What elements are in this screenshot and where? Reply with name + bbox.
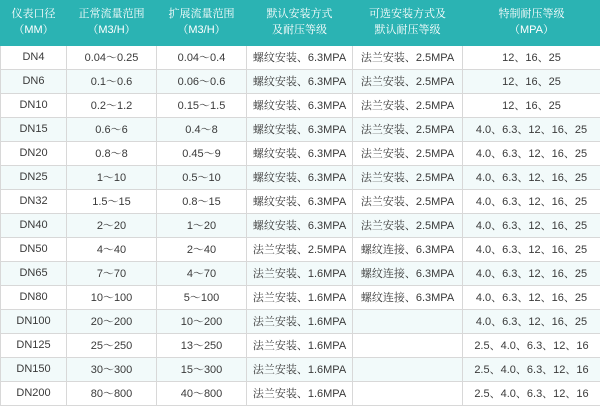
cell-special-pressure: 4.0、6.3、12、16、25 [463, 189, 600, 213]
table-row [1, 285, 600, 309]
column-header-normal-flow-line1: 正常流量范围 [78, 8, 145, 20]
cell-special-pressure: 4.0、6.3、12、16、25 [463, 213, 600, 237]
column-header-extended-flow-line2: （M3/H） [177, 23, 226, 36]
cell-optional-install: 法兰安装、2.5MPA [353, 45, 463, 69]
cell-normal-flow: 1～10 [67, 165, 157, 189]
cell-normal-flow: 30～300 [67, 357, 157, 381]
cell-special-pressure: 4.0、6.3、12、16、25 [463, 309, 600, 333]
table-row [1, 93, 600, 117]
cell-default-install: 螺纹安装、6.3MPA [247, 117, 353, 141]
table-row [1, 333, 600, 357]
cell-meter-size: DN65 [1, 261, 67, 285]
cell-default-install: 法兰安装、1.6MPA [247, 285, 353, 309]
cell-meter-size: DN4 [1, 45, 67, 69]
cell-extended-flow: 13～250 [157, 333, 247, 357]
cell-default-install: 法兰安装、2.5MPA [247, 237, 353, 261]
column-header-optional-install-line2: 默认耐压等级 [374, 23, 441, 36]
column-header-default-install-line1: 默认安装方式 [266, 8, 333, 20]
cell-special-pressure: 2.5、4.0、6.3、12、16 [463, 333, 600, 357]
cell-optional-install: 螺纹连接、6.3MPA [353, 261, 463, 285]
cell-special-pressure: 4.0、6.3、12、16、25 [463, 165, 600, 189]
cell-meter-size: DN10 [1, 93, 67, 117]
column-header-meter-size-line1: 仪表口径 [11, 8, 56, 20]
cell-optional-install: 法兰安装、2.5MPA [353, 93, 463, 117]
cell-extended-flow: 0.04～0.4 [157, 45, 247, 69]
cell-meter-size: DN200 [1, 381, 67, 405]
cell-extended-flow: 10～200 [157, 309, 247, 333]
table-row [1, 309, 600, 333]
cell-optional-install [353, 333, 463, 357]
cell-default-install: 螺纹安装、6.3MPA [247, 45, 353, 69]
cell-extended-flow: 0.8～15 [157, 189, 247, 213]
cell-normal-flow: 0.1～0.6 [67, 69, 157, 93]
cell-special-pressure: 4.0、6.3、12、16、25 [463, 117, 600, 141]
cell-special-pressure: 4.0、6.3、12、16、25 [463, 285, 600, 309]
table-row [1, 357, 600, 381]
column-header-default-install-line2: 及耐压等级 [272, 23, 327, 36]
cell-optional-install [353, 381, 463, 405]
cell-default-install: 法兰安装、1.6MPA [247, 381, 353, 405]
cell-normal-flow: 2～20 [67, 213, 157, 237]
cell-extended-flow: 2～40 [157, 237, 247, 261]
cell-meter-size: DN50 [1, 237, 67, 261]
cell-extended-flow: 40～800 [157, 381, 247, 405]
cell-normal-flow: 25～250 [67, 333, 157, 357]
cell-default-install: 法兰安装、1.6MPA [247, 357, 353, 381]
column-header-default-install [247, 1, 353, 46]
cell-normal-flow: 10～100 [67, 285, 157, 309]
cell-special-pressure: 4.0、6.3、12、16、25 [463, 237, 600, 261]
cell-extended-flow: 0.5～10 [157, 165, 247, 189]
cell-extended-flow: 15～300 [157, 357, 247, 381]
column-header-special-pressure [463, 1, 600, 46]
column-header-extended-flow [157, 1, 247, 46]
cell-special-pressure: 12、16、25 [463, 93, 600, 117]
cell-optional-install [353, 357, 463, 381]
table-header-row [1, 1, 600, 46]
cell-extended-flow: 1～20 [157, 213, 247, 237]
column-header-special-pressure-line1: 特制耐压等级 [498, 8, 565, 20]
cell-default-install: 螺纹安装、6.3MPA [247, 189, 353, 213]
table-row [1, 69, 600, 93]
cell-meter-size: DN20 [1, 141, 67, 165]
cell-meter-size: DN100 [1, 309, 67, 333]
cell-special-pressure: 2.5、4.0、6.3、12、16 [463, 357, 600, 381]
cell-normal-flow: 1.5～15 [67, 189, 157, 213]
table-row [1, 381, 600, 405]
column-header-special-pressure-line2: （MPA） [508, 23, 555, 36]
cell-optional-install: 法兰安装、2.5MPA [353, 189, 463, 213]
cell-optional-install: 螺纹连接、6.3MPA [353, 237, 463, 261]
cell-optional-install: 法兰安装、2.5MPA [353, 141, 463, 165]
cell-default-install: 螺纹安装、6.3MPA [247, 213, 353, 237]
cell-normal-flow: 0.8～8 [67, 141, 157, 165]
cell-meter-size: DN6 [1, 69, 67, 93]
cell-default-install: 法兰安装、1.6MPA [247, 309, 353, 333]
cell-optional-install [353, 309, 463, 333]
cell-normal-flow: 0.2～1.2 [67, 93, 157, 117]
cell-extended-flow: 4～70 [157, 261, 247, 285]
cell-optional-install: 螺纹连接、6.3MPA [353, 285, 463, 309]
cell-meter-size: DN125 [1, 333, 67, 357]
cell-extended-flow: 0.45～9 [157, 141, 247, 165]
table-row [1, 261, 600, 285]
table-row [1, 117, 600, 141]
cell-extended-flow: 0.4～8 [157, 117, 247, 141]
cell-special-pressure: 4.0、6.3、12、16、25 [463, 261, 600, 285]
cell-default-install: 法兰安装、1.6MPA [247, 261, 353, 285]
cell-optional-install: 法兰安装、2.5MPA [353, 213, 463, 237]
column-header-normal-flow [67, 1, 157, 46]
cell-default-install: 法兰安装、1.6MPA [247, 333, 353, 357]
cell-meter-size: DN15 [1, 117, 67, 141]
table-row [1, 189, 600, 213]
cell-extended-flow: 0.06～0.6 [157, 69, 247, 93]
cell-default-install: 螺纹安装、6.3MPA [247, 165, 353, 189]
cell-meter-size: DN25 [1, 165, 67, 189]
cell-special-pressure: 2.5、4.0、6.3、12、16 [463, 381, 600, 405]
cell-default-install: 螺纹安装、6.3MPA [247, 93, 353, 117]
table-row [1, 165, 600, 189]
cell-optional-install: 法兰安装、2.5MPA [353, 165, 463, 189]
table-row [1, 45, 600, 69]
cell-special-pressure: 12、16、25 [463, 69, 600, 93]
table-header [1, 1, 600, 46]
cell-extended-flow: 5～100 [157, 285, 247, 309]
cell-special-pressure: 12、16、25 [463, 45, 600, 69]
cell-meter-size: DN80 [1, 285, 67, 309]
column-header-normal-flow-line2: （M3/H） [87, 23, 136, 36]
table-row [1, 141, 600, 165]
cell-normal-flow: 7～70 [67, 261, 157, 285]
column-header-extended-flow-line1: 扩展流量范围 [168, 8, 235, 20]
column-header-meter-size [1, 1, 67, 46]
cell-normal-flow: 20～200 [67, 309, 157, 333]
cell-normal-flow: 0.6～6 [67, 117, 157, 141]
column-header-optional-install-line1: 可选安装方式及 [369, 8, 446, 20]
cell-normal-flow: 0.04～0.25 [67, 45, 157, 69]
cell-default-install: 螺纹安装、6.3MPA [247, 69, 353, 93]
cell-optional-install: 法兰安装、2.5MPA [353, 69, 463, 93]
cell-extended-flow: 0.15～1.5 [157, 93, 247, 117]
cell-optional-install: 法兰安装、2.5MPA [353, 117, 463, 141]
cell-meter-size: DN32 [1, 189, 67, 213]
cell-default-install: 螺纹安装、6.3MPA [247, 141, 353, 165]
cell-meter-size: DN150 [1, 357, 67, 381]
cell-normal-flow: 80～800 [67, 381, 157, 405]
cell-special-pressure: 4.0、6.3、12、16、25 [463, 141, 600, 165]
table-body [1, 45, 600, 405]
column-header-optional-install [353, 1, 463, 46]
table-row [1, 237, 600, 261]
column-header-meter-size-line2: （MM） [13, 23, 54, 36]
table-row [1, 213, 600, 237]
cell-normal-flow: 4～40 [67, 237, 157, 261]
cell-meter-size: DN40 [1, 213, 67, 237]
